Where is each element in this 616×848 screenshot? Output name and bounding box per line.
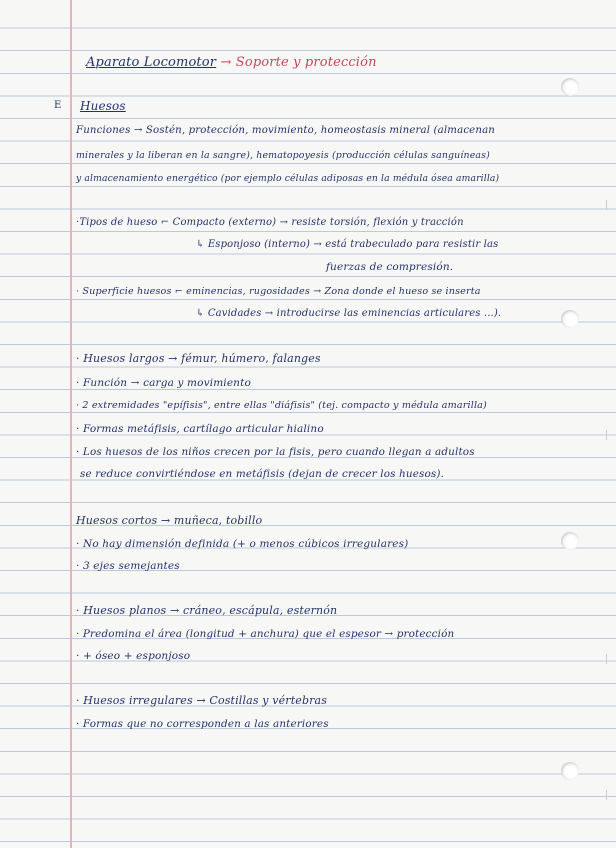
punch-hole [561, 532, 579, 550]
punch-hole [561, 78, 579, 96]
edge-mark [606, 430, 616, 440]
title-arrow: → [220, 55, 232, 70]
text-line: minerales y la liberan en la sangre), hematopoyesis (producción células sanguíneas) [76, 150, 490, 161]
edge-mark [606, 790, 616, 800]
text-line: Funciones → Sostén, protección, movimiento, homeostasis mineral (almacenan [76, 125, 496, 136]
page-title [86, 56, 377, 70]
punch-hole [561, 762, 579, 780]
text-line: se reduce convirtiéndose en metáfisis (dejan de crecer los huesos). [80, 468, 445, 480]
text-line: fuerzas de compresión. [326, 261, 454, 273]
text-line: · 3 ejes semejantes [76, 560, 180, 572]
title-main: Aparato Locomotor [86, 55, 217, 70]
text-line: · Formas que no corresponden a las anteriores [76, 718, 329, 730]
text-line: · + óseo + esponjoso [76, 650, 191, 662]
section-heading: Huesos [80, 99, 126, 113]
text-line: ↳ Esponjoso (interno) → está trabeculado para resistir las [196, 239, 499, 250]
text-line: · Huesos irregulares → Costillas y vértebras [76, 694, 328, 707]
text-line: · Función → carga y movimiento [76, 377, 251, 389]
text-line: · Predomina el área (longitud + anchura) que el espesor → protección [76, 628, 455, 640]
text-line: · Formas metáfisis, cartílago articular hialino [76, 423, 324, 435]
text-line: · 2 extremidades "epífisis", entre ellas "diáfisis" (tej. compacto y médula amarilla) [76, 400, 487, 411]
text-line: · Los huesos de los niños crecen por la fisis, pero cuando llegan a adultos [76, 446, 475, 458]
text-line: Huesos cortos → muñeca, tobillo [76, 514, 263, 527]
title-sub: Soporte y protección [235, 55, 377, 70]
edge-mark [606, 200, 616, 210]
text-line: · Huesos largos → fémur, húmero, falanges [76, 352, 321, 365]
text-line: · Huesos planos → cráneo, escápula, esternón [76, 604, 338, 617]
punch-hole [561, 310, 579, 328]
text-line: ↳ Cavidades → introducirse las eminencias articulares ...). [196, 308, 502, 319]
margin-mark: E [54, 100, 62, 111]
text-line: · Superficie huesos ⌐ eminencias, rugosidades → Zona donde el hueso se inserta [76, 286, 481, 297]
text-line: ·Tipos de hueso ⌐ Compacto (externo) → resiste torsión, flexión y tracción [76, 217, 464, 228]
text-line: · No hay dimensión definida (+ o menos cúbicos irregulares) [76, 538, 409, 550]
text-line: y almacenamiento energético (por ejemplo células adiposas en la médula ósea amarilla) [76, 173, 500, 184]
edge-mark [606, 654, 616, 664]
margin-line [70, 0, 72, 848]
